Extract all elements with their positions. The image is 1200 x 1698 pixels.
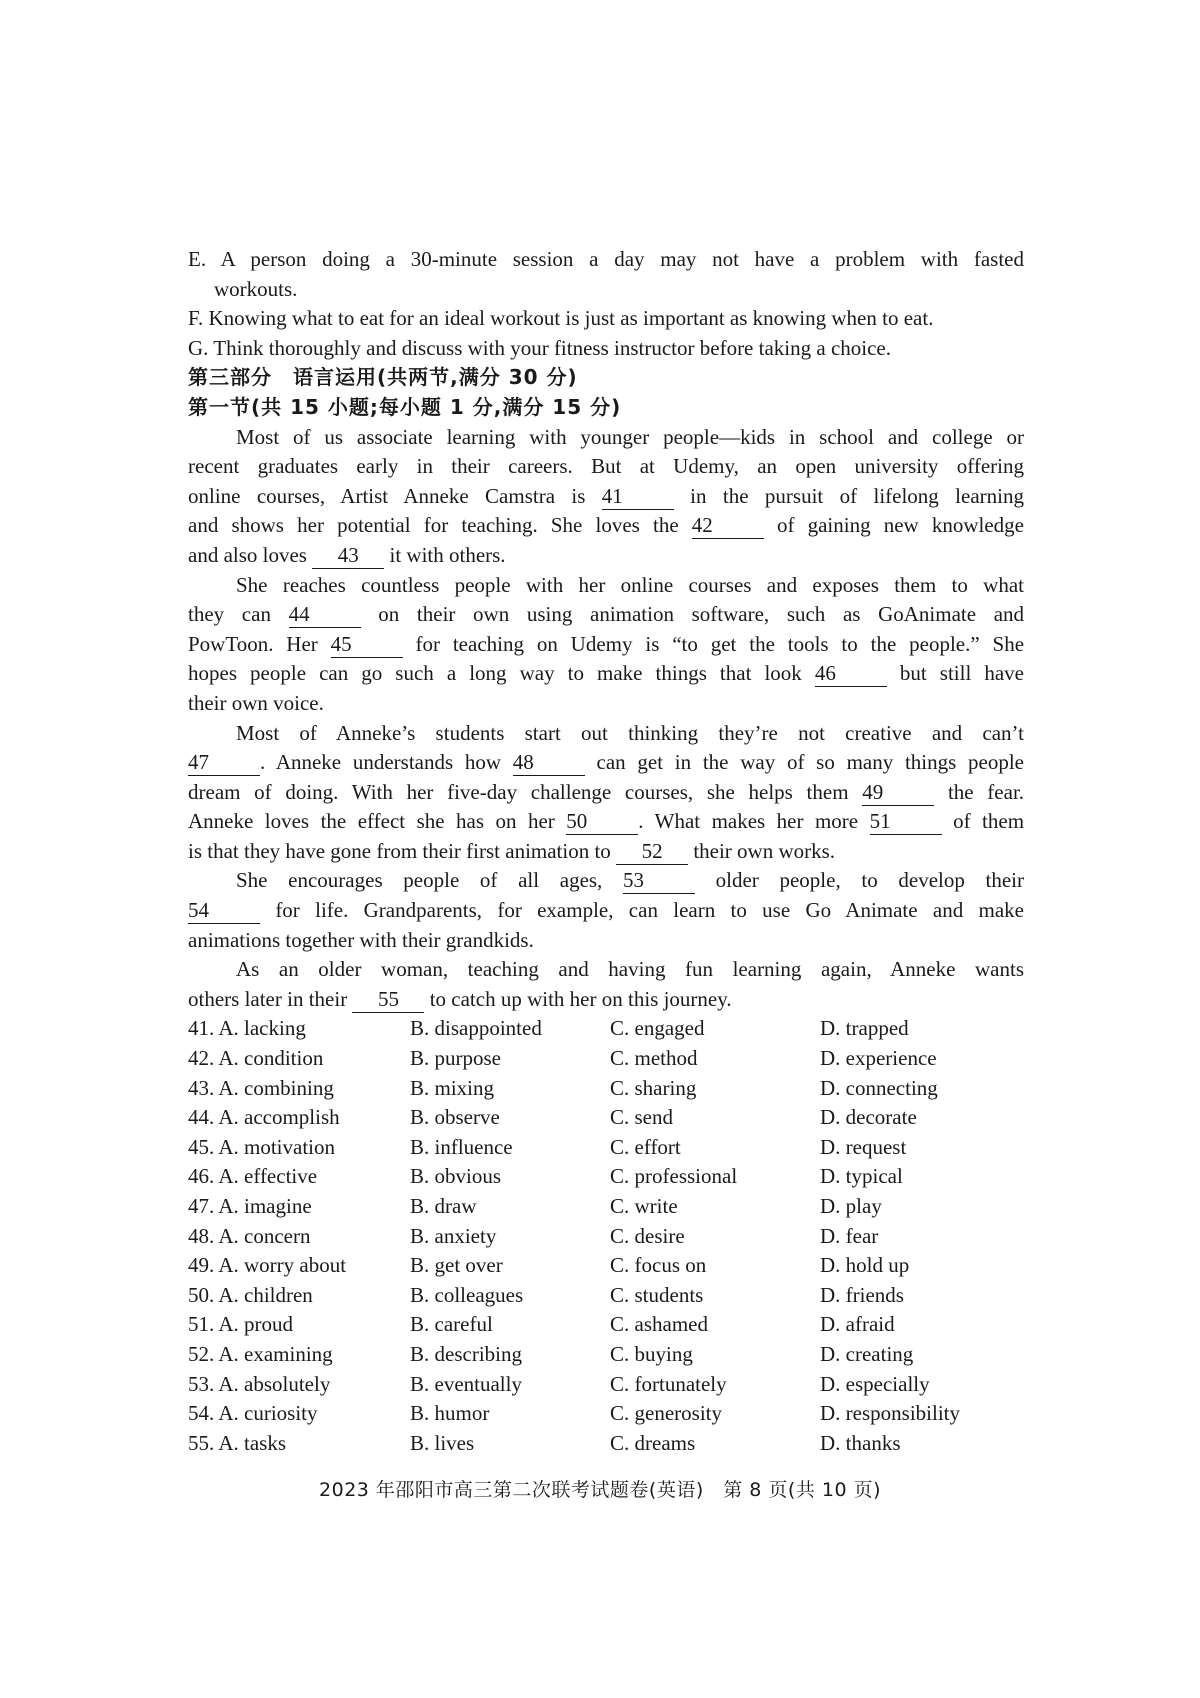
option-b[interactable]: B. careful [410, 1312, 493, 1337]
option-b[interactable]: B. get over [410, 1253, 503, 1278]
option-c[interactable]: C. buying [610, 1341, 693, 1366]
part-title: 第三部分 语言运用(共两节,满分 30 分) [188, 365, 578, 390]
option-a[interactable]: 42. A. condition [188, 1046, 324, 1071]
question-row [188, 1340, 1024, 1370]
blank-41[interactable]: 41 [602, 485, 674, 510]
question-row [188, 1162, 1024, 1192]
question-row [188, 1310, 1024, 1340]
option-e: E. A person doing a 30-minute session a day may not have a problem with fasted [188, 247, 1024, 271]
option-a[interactable]: 50. A. children [188, 1282, 313, 1307]
paragraph-3: Most of Anneke’s students start out thinking they’re not creative and can’t 47 . Anneke understands how 48 can get in the way of so many things people dream of doing. With her five-day challenge courses, she helps them 49 the fear. Anneke loves the effect she has on her 50 . What makes her more 51 of them is that they have gone from their first animation to 52 their own works. [188, 720, 1025, 863]
question-row [188, 1251, 1024, 1281]
option-d[interactable]: D. experience [820, 1046, 937, 1071]
blank-47[interactable]: 47 [188, 751, 260, 776]
blank-46[interactable]: 46 [815, 662, 887, 687]
option-b[interactable]: B. describing [410, 1341, 522, 1366]
option-a[interactable]: 55. A. tasks [188, 1430, 287, 1455]
question-row [188, 1281, 1024, 1311]
paragraph-1: Most of us associate learning with younger people—kids in school and college or recent graduates early in their careers. But at Udemy, an open university offering online courses, Artist Anneke Camstra is 41 in the pursuit of lifelong learning and shows her potential for teaching. She loves the 42 of gaining new knowledge and also loves 43 it with others. [188, 424, 1025, 567]
option-b[interactable]: B. influence [410, 1134, 513, 1159]
question-row [188, 1222, 1024, 1252]
blank-55[interactable]: 55 [352, 988, 424, 1013]
option-c[interactable]: C. effort [610, 1134, 681, 1159]
option-b[interactable]: B. anxiety [410, 1223, 497, 1248]
option-c[interactable]: C. sharing [610, 1075, 697, 1100]
option-b[interactable]: B. eventually [410, 1371, 522, 1396]
paragraph-5: As an older woman, teaching and having fun learning again, Anneke wants others later in their 55 to catch up with her on this journey. [188, 957, 1024, 1011]
page-footer: 2023 年邵阳市高三第二次联考试题卷(英语) 第 8 页(共 10 页) [319, 1479, 881, 1501]
option-d[interactable]: D. responsibility [820, 1401, 960, 1426]
option-a[interactable]: 51. A. proud [188, 1312, 293, 1337]
blank-44[interactable]: 44 [289, 603, 361, 628]
option-d[interactable]: D. creating [820, 1341, 914, 1366]
option-d[interactable]: D. fear [820, 1223, 879, 1248]
option-c[interactable]: C. professional [610, 1164, 738, 1189]
question-row [188, 1133, 1024, 1163]
option-e-cont: workouts. [214, 276, 298, 301]
option-c[interactable]: C. students [610, 1282, 704, 1307]
question-row [188, 1074, 1024, 1104]
question-row [188, 1044, 1024, 1074]
option-c[interactable]: C. ashamed [610, 1312, 708, 1337]
blank-50[interactable]: 50 [566, 810, 638, 835]
section-title: 第一节(共 15 小题;每小题 1 分,满分 15 分) [188, 394, 622, 419]
paragraph-4: She encourages people of all ages, 53 older people, to develop their 54 for life. Grandparents, for example, can learn to use Go Animate and make animations together with their grandkids. [188, 868, 1025, 952]
option-c[interactable]: C. dreams [610, 1430, 696, 1455]
exam-page [188, 245, 1024, 1458]
blank-52[interactable]: 52 [616, 840, 688, 865]
option-a[interactable]: 41. A. lacking [188, 1016, 306, 1041]
option-a[interactable]: 44. A. accomplish [188, 1105, 340, 1130]
blank-45[interactable]: 45 [331, 633, 403, 658]
option-d[interactable]: D. play [820, 1194, 882, 1218]
blank-53[interactable]: 53 [623, 869, 695, 894]
option-b[interactable]: B. obvious [410, 1164, 502, 1189]
option-d[interactable]: D. connecting [820, 1075, 938, 1100]
option-d[interactable]: D. especially [820, 1371, 930, 1396]
question-row [188, 1370, 1024, 1400]
blank-42[interactable]: 42 [692, 514, 764, 539]
option-d[interactable]: D. request [820, 1134, 907, 1159]
option-b[interactable]: B. lives [410, 1430, 475, 1455]
option-a[interactable]: 49. A. worry about [188, 1253, 347, 1278]
option-c[interactable]: C. fortunately [610, 1371, 727, 1396]
option-b[interactable]: B. mixing [410, 1075, 495, 1100]
blank-48[interactable]: 48 [513, 751, 585, 776]
option-b[interactable]: B. draw [410, 1194, 477, 1218]
question-row [188, 1192, 1024, 1222]
option-a[interactable]: 45. A. motivation [188, 1134, 335, 1159]
option-b[interactable]: B. disappointed [410, 1016, 542, 1041]
option-a[interactable]: 43. A. combining [188, 1075, 334, 1100]
option-a[interactable]: 47. A. imagine [188, 1194, 312, 1218]
paragraph-2: She reaches countless people with her online courses and exposes them to what they can 44 on their own using animation software, such as GoAnimate and PowToon. Her 45 for teaching on Udemy is “to get the tools to the people.” She hopes people can go such a long way to make things that look 46 but still have their own voice. [188, 572, 1025, 715]
option-d[interactable]: D. friends [820, 1282, 904, 1307]
option-f: F. Knowing what to eat for an ideal workout is just as important as knowing when to eat. [188, 306, 934, 331]
option-d[interactable]: D. hold up [820, 1253, 910, 1278]
blank-43[interactable]: 43 [312, 544, 384, 569]
option-d[interactable]: D. thanks [820, 1430, 901, 1455]
option-c[interactable]: C. desire [610, 1223, 685, 1248]
option-b[interactable]: B. colleagues [410, 1282, 524, 1307]
option-c[interactable]: C. method [610, 1046, 698, 1071]
option-c[interactable]: C. focus on [610, 1253, 707, 1278]
option-a[interactable]: 52. A. examining [188, 1341, 333, 1366]
option-a[interactable]: 46. A. effective [188, 1164, 318, 1189]
question-row [188, 1103, 1024, 1133]
option-b[interactable]: B. observe [410, 1105, 500, 1130]
question-options [188, 1014, 1024, 1458]
blank-54[interactable]: 54 [188, 899, 260, 924]
option-b[interactable]: B. humor [410, 1401, 490, 1426]
blank-49[interactable]: 49 [862, 781, 934, 806]
question-row [188, 1399, 1024, 1429]
question-row [188, 1014, 1024, 1044]
option-d[interactable]: D. typical [820, 1164, 903, 1189]
option-a[interactable]: 53. A. absolutely [188, 1371, 331, 1396]
option-c[interactable]: C. engaged [610, 1016, 705, 1041]
option-a[interactable]: 54. A. curiosity [188, 1401, 318, 1426]
question-row [188, 1429, 1024, 1459]
option-c[interactable]: C. generosity [610, 1401, 722, 1426]
option-c[interactable]: C. write [610, 1194, 678, 1218]
option-d[interactable]: D. trapped [820, 1016, 909, 1041]
option-b[interactable]: B. purpose [410, 1046, 501, 1071]
option-g: G. Think thoroughly and discuss with your fitness instructor before taking a choice. [188, 335, 891, 360]
option-a[interactable]: 48. A. concern [188, 1223, 311, 1248]
blank-51[interactable]: 51 [870, 810, 942, 835]
option-c[interactable]: C. send [610, 1105, 673, 1130]
option-d[interactable]: D. decorate [820, 1105, 917, 1130]
option-d[interactable]: D. afraid [820, 1312, 895, 1337]
